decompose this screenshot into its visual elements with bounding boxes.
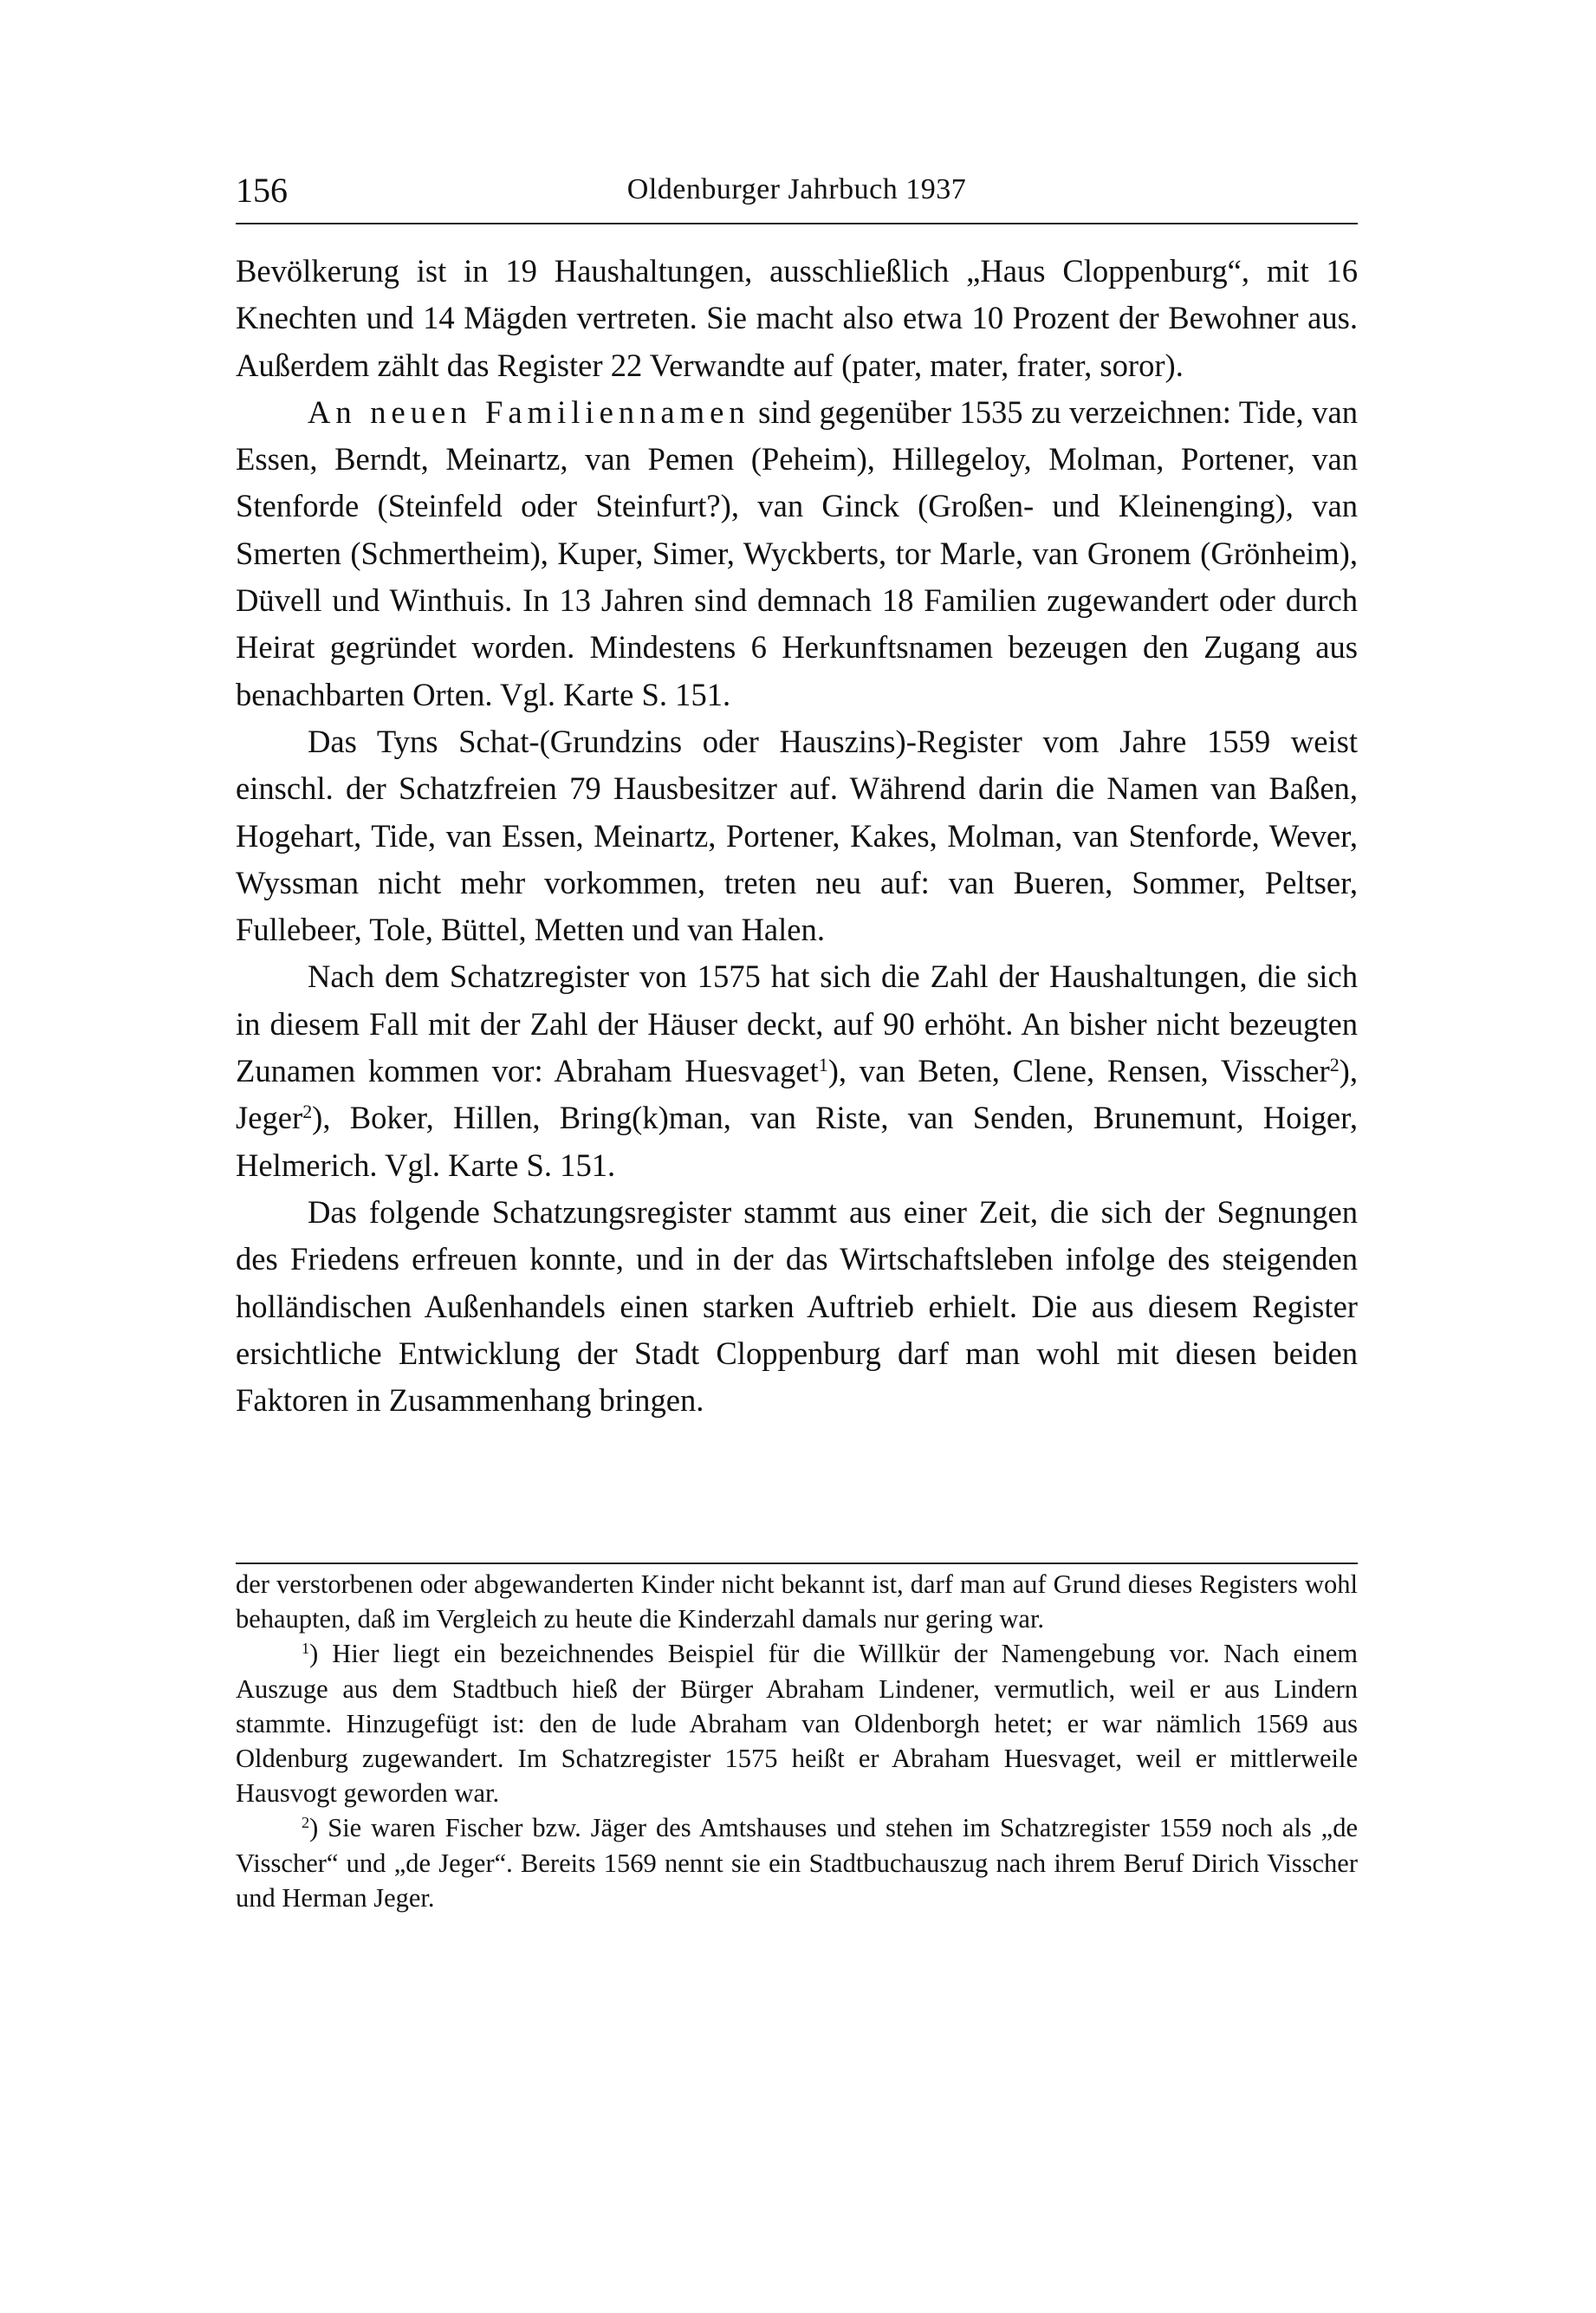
paragraph-4-text-d: ), Boker, Hillen, Bring(k)man, van Riste, van Senden, Brunemunt, Hoiger, Helmerich. Vgl. Karte S. 151. — [236, 1100, 1358, 1183]
footnote-2-text: ) Sie waren Fischer bzw. Jäger des Amtshauses und stehen im Schatzregister 1559 noch als „de Visscher“ und „de Jeger“. Bereits 1569 nennt sie ein Stadtbuchauszug nach ihrem Beruf Dirich Visscher und Herman Jeger. — [236, 1813, 1358, 1913]
footnote-ref-1: 1 — [818, 1053, 828, 1075]
page-number: 156 — [236, 171, 288, 210]
running-title: Oldenburger Jahrbuch 1937 — [626, 173, 967, 205]
paragraph-1: Bevölkerung ist in 19 Haushaltungen, ausschließlich „Haus Cloppenburg“, mit 16 Knechten und 14 Mägden vertreten. Sie macht also etwa 10 Prozent der Bewohner aus. Außerdem zählt das Register 22 Verwandte auf (pater, mater, frater, soror). — [236, 253, 1358, 383]
footnote-2-mark: 2 — [302, 1814, 310, 1832]
spaced-emphasis: An neuen Familiennamen — [308, 393, 750, 430]
paragraph-2 — [236, 389, 1358, 718]
paragraph-4-text-a: Nach dem Schatzregister von 1575 hat sich die Zahl der Haushaltungen, die sich in diesem Fall mit der Zahl der Häuser deckt, auf 90 erhöht. An bisher nicht bezeugten Zunamen kommen vor: Abraham Huesvaget — [236, 958, 1358, 1089]
paragraph-3: Das Tyns Schat-(Grundzins oder Hauszins)-Register vom Jahre 1559 weist einschl. der Schatzfreien 79 Hausbesitzer auf. Während darin die Namen van Baßen, Hogehart, Tide, van Essen, Meinartz, Portener, Kakes, Molman, van Stenforde, Wever, Wyssman nicht mehr vorkommen, treten neu auf: van Bueren, Sommer, Peltser, Fullebeer, Tole, Büttel, Metten und van Halen. — [236, 723, 1358, 948]
header-rule — [236, 223, 1358, 224]
footnote-rule — [236, 1563, 1358, 1564]
footnote-1-text: ) Hier liegt ein bezeichnendes Beispiel für die Willkür der Namengebung vor. Nach einem Auszuge aus dem Stadtbuch hieß der Bürger Abraham Lindener, vermutlich, weil er aus Lindern stammte. Hinzugefügt ist: den de lude Abraham van Oldenborgh hetet; er war nämlich 1569 aus Oldenburg zugewandert. Im Schatzregister 1575 heißt er Abraham Huesvaget, weil er mittlerweile Hausvogt geworden war. — [236, 1639, 1358, 1809]
footnote-ref-2: 2 — [1329, 1053, 1340, 1075]
paragraph-2-text: sind gegenüber 1535 zu verzeichnen: Tide, van Essen, Berndt, Meinartz, van Pemen (Peheim), Hillegeloy, Molman, Portener, van Stenforde (Steinfeld oder Steinfurt?), van Ginck (Großen- und Kleinenging), van Smerten (Schmertheim), Kuper, Simer, Wyckberts, tor Marle, van Gronem (Grönheim), Düvell und Winthuis. In 13 Jahren sind demnach 18 Familien zugewandert oder durch Heirat gegründet worden. Mindestens 6 Herkunftsnamen bezeugen den Zugang aus benachbarten Orten. Vgl. Karte S. 151. — [236, 393, 1358, 712]
footnote-2 — [236, 1810, 1358, 1915]
paragraph-5: Das folgende Schatzungsregister stammt aus einer Zeit, die sich der Segnungen des Friedens erfreuen konnte, und in der das Wirtschaftsleben infolge des steigenden holländischen Außenhandels einen starken Auftrieb erhielt. Die aus diesem Register ersichtliche Entwicklung der Stadt Cloppenburg darf man wohl mit diesen beiden Faktoren in Zusammenhang bringen. — [236, 1193, 1358, 1419]
footnotes — [236, 1567, 1358, 1915]
paragraph-4-text-c: ), Jeger — [236, 1053, 1358, 1136]
page-header — [236, 170, 1358, 222]
main-text — [236, 248, 1358, 1424]
footnote-1-mark: 1 — [302, 1640, 310, 1658]
footnote-continuation: der verstorbenen oder abgewanderten Kinder nicht bekannt ist, darf man auf Grund dieses Registers wohl behaupten, daß im Vergleich zu heute die Kinderzahl damals nur gering war. — [236, 1569, 1358, 1634]
paragraph-4-text-b: ), van Beten, Clene, Rensen, Visscher — [827, 1053, 1330, 1089]
paragraph-4 — [236, 953, 1358, 1188]
footnote-ref-2b: 2 — [302, 1101, 313, 1123]
footnote-1 — [236, 1636, 1358, 1810]
